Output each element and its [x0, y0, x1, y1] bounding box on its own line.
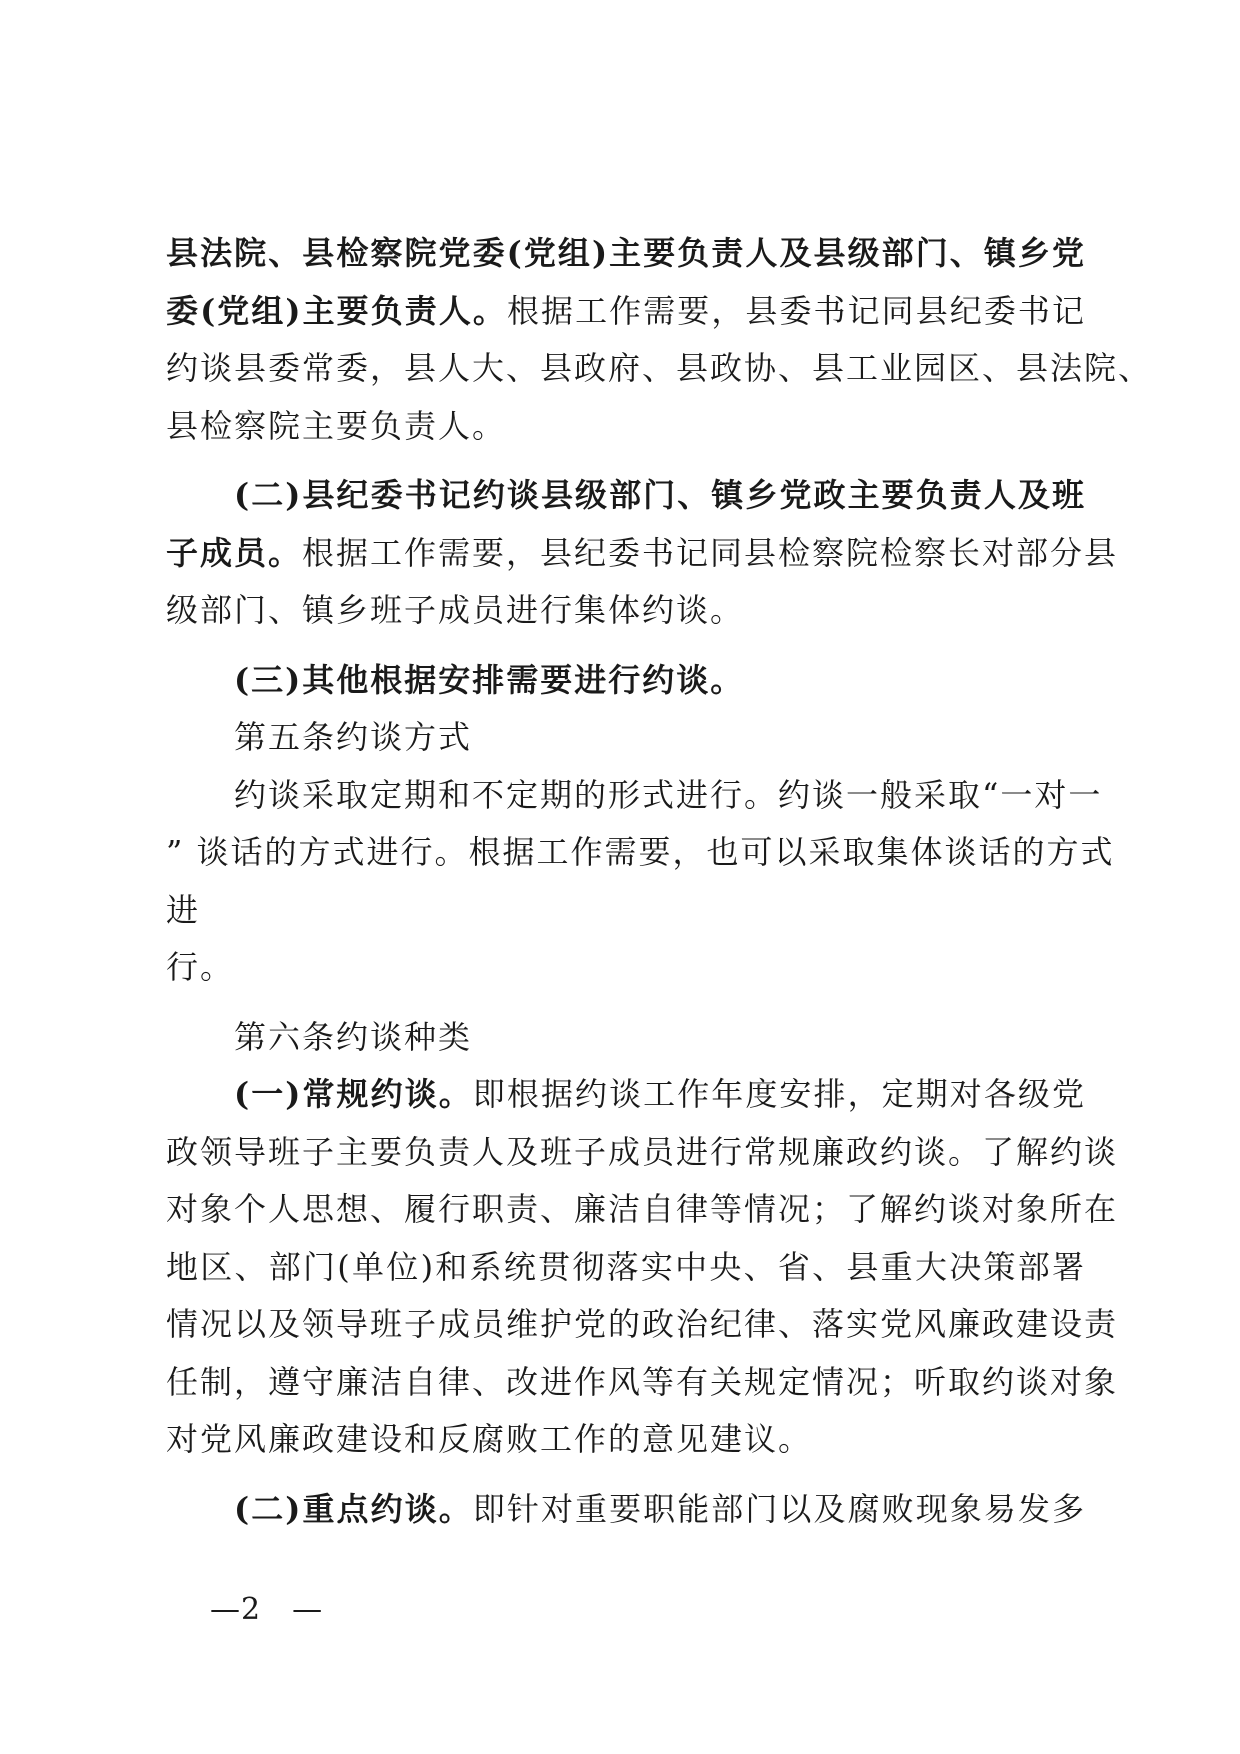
- bold-heading-text: 委(党组)主要负责人。: [166, 291, 507, 330]
- paragraph-line: [166, 225, 1086, 283]
- line-text: 第五条约谈方式: [234, 718, 473, 756]
- line-text: 任制，遵守廉洁自律、改进作风等有关规定情况；听取约谈对象: [166, 1362, 1119, 1401]
- paragraph-line: [166, 283, 1086, 341]
- paragraph-line: [166, 882, 1086, 940]
- paragraph-line: [166, 652, 1086, 710]
- line-text: 情况以及领导班子成员维护党的政治纪律、落实党风廉政建设责: [166, 1305, 1119, 1343]
- paragraph-line: [166, 1481, 1086, 1539]
- line-text: 行。: [166, 948, 235, 986]
- paragraph-line: [166, 467, 1086, 525]
- paragraph-line: [166, 1181, 1119, 1239]
- line-text: 约谈采取定期和不定期的形式进行。约谈一般采取“一对一: [234, 775, 1103, 814]
- paragraph-line: [166, 939, 1086, 997]
- line-text: 约谈县委常委，县人大、县政府、县政协、县工业园区、县法院、: [166, 349, 1153, 387]
- bold-heading-text: 县法院、县检察院党委(党组)主要负责人及县级部门、镇乡党: [166, 234, 1086, 272]
- paragraph-line: [166, 1354, 1119, 1412]
- paragraph-line: [166, 1296, 1119, 1354]
- bold-heading-text: (二)县纪委书记约谈县级部门、镇乡党政主要负责人及班: [234, 476, 1086, 514]
- line-text: 根据工作需要，县委书记同县纪委书记: [506, 291, 1086, 330]
- paragraph-line: [166, 824, 1115, 882]
- bold-heading-text: (三)其他根据安排需要进行约谈。: [234, 660, 745, 699]
- paragraph-line: [166, 340, 1153, 398]
- line-text: 第六条约谈种类: [234, 1017, 473, 1056]
- section-heading: [166, 709, 1086, 767]
- line-text: 即根据约谈工作年度安排，定期对各级党: [472, 1075, 1086, 1113]
- bold-heading-text: (二)重点约谈。: [234, 1489, 473, 1528]
- line-text: 地区、部门(单位)和系统贯彻落实中央、省、县重大决策部署: [166, 1247, 1086, 1286]
- paragraph-line: [166, 767, 1103, 825]
- body-text: [166, 225, 1153, 1538]
- line-text: 对党风廉政建设和反腐败工作的意见建议。: [166, 1420, 813, 1458]
- line-text: 政领导班子主要负责人及班子成员进行常规廉政约谈。了解约谈: [166, 1132, 1119, 1171]
- bold-heading-text: 子成员。: [166, 533, 303, 572]
- line-text: 进: [166, 890, 201, 929]
- bold-heading-text: (一)常规约谈。: [234, 1075, 473, 1113]
- paragraph-line: [166, 1124, 1119, 1182]
- line-text: 即针对重要职能部门以及腐败现象易发多: [472, 1489, 1086, 1528]
- paragraph-line: [166, 525, 1119, 583]
- line-text: 级部门、镇乡班子成员进行集体约谈。: [166, 591, 745, 629]
- paragraph-line: [166, 1239, 1086, 1297]
- section-heading: [166, 1009, 1086, 1067]
- line-text: 县检察院主要负责人。: [166, 406, 507, 445]
- paragraph-line: [166, 1066, 1086, 1124]
- page-number: —2 —: [210, 1592, 324, 1627]
- line-text: 对象个人思想、履行职责、廉洁自律等情况；了解约谈对象所在: [166, 1190, 1119, 1228]
- line-text: ” 谈话的方式进行。根据工作需要，也可以采取集体谈话的方式: [166, 833, 1115, 871]
- paragraph-line: [166, 582, 1086, 640]
- line-text: 根据工作需要，县纪委书记同县检察院检察长对部分县: [302, 533, 1119, 572]
- paragraph-line: [166, 398, 1086, 456]
- paragraph-line: [166, 1411, 1086, 1469]
